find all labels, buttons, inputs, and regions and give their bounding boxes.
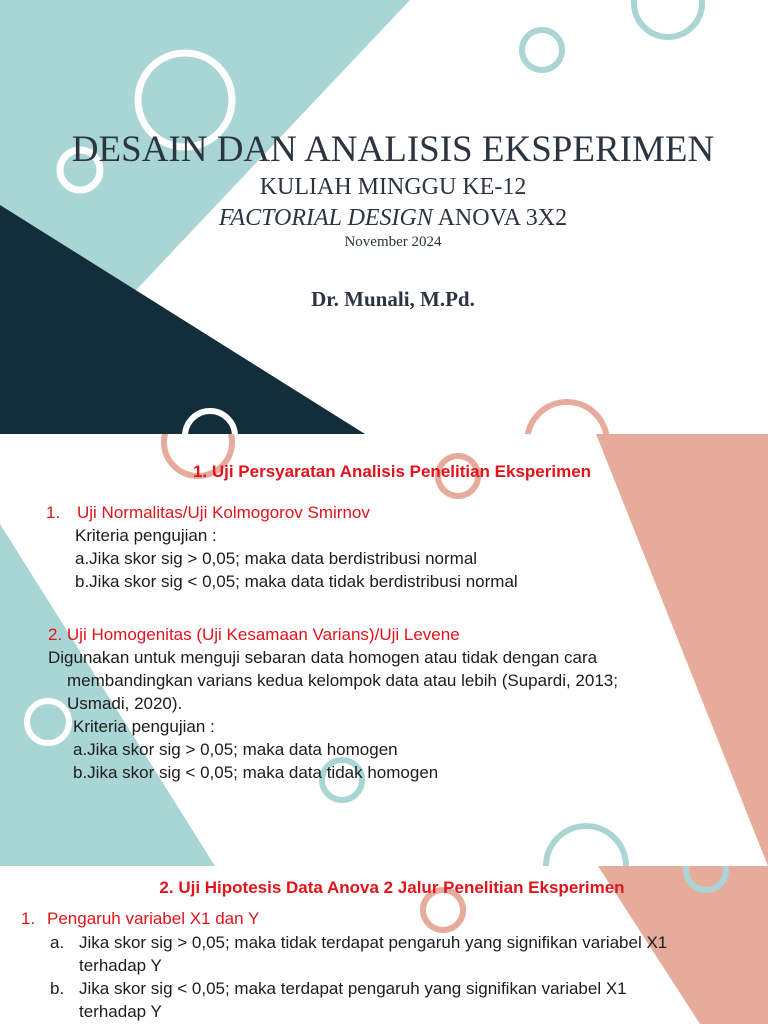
- effect-number: 1.: [21, 909, 36, 928]
- subtitle-italic-part: FACTORIAL DESIGN: [218, 205, 433, 231]
- normality-number: 1.: [46, 503, 61, 522]
- homogeneity-criterion-a: a.Jika skor sig > 0,05; maka data homogen: [73, 740, 398, 759]
- homogeneity-desc-line1: Digunakan untuk menguji sebaran data homogen atau tidak dengan cara: [48, 648, 598, 667]
- requirements-slide: [0, 434, 768, 866]
- slide-title: DESAIN DAN ANALISIS EKSPERIMEN: [71, 129, 715, 170]
- slide-date: November 2024: [344, 234, 442, 250]
- homogeneity-criteria: Kriteria pengujian :: [73, 717, 215, 736]
- hypothesis-slide: [0, 866, 768, 1024]
- effect-b-line1: Jika skor sig < 0,05; maka terdapat pengaruh yang signifikan variabel X1: [79, 979, 627, 998]
- slide-subtitle-topic: [0, 203, 768, 233]
- homogeneity-desc-line3: Usmadi, 2020).: [67, 694, 183, 713]
- normality-criteria: Kriteria pengujian :: [75, 526, 217, 545]
- hypothesis-heading: 2. Uji Hipotesis Data Anova 2 Jalur Penelitian Eksperimen: [159, 878, 625, 897]
- teal-ring-corner: [634, 0, 702, 37]
- homogeneity-criterion-b: b.Jika skor sig < 0,05; maka data tidak homogen: [73, 763, 439, 782]
- subtitle-rest-part: ANOVA 3X2: [432, 205, 568, 231]
- slide-subtitle-week: KULIAH MINGGU KE-12: [259, 174, 527, 200]
- title-slide: [0, 0, 768, 434]
- homogeneity-title: 2. Uji Homogenitas (Uji Kesamaan Varians)/Uji Levene: [48, 625, 460, 644]
- teal-ring-top: [522, 30, 562, 70]
- effect-b-line2: terhadap Y: [79, 1002, 162, 1021]
- slide-author: Dr. Munali, M.Pd.: [311, 287, 475, 311]
- effect-title: Pengaruh variabel X1 dan Y: [47, 909, 260, 928]
- requirements-heading: 1. Uji Persyaratan Analisis Penelitian Eksperimen: [192, 462, 592, 481]
- salmon-triangle: [596, 434, 768, 866]
- teal-ring-bottom-right: [546, 826, 626, 866]
- effect-a-line2: terhadap Y: [79, 956, 162, 975]
- effect-b-label: b.: [50, 979, 65, 998]
- normality-criterion-a: a.Jika skor sig > 0,05; maka data berdistribusi normal: [75, 549, 478, 568]
- homogeneity-desc-line2: membandingkan varians kedua kelompok data atau lebih (Supardi, 2013;: [67, 671, 618, 690]
- normality-title: Uji Normalitas/Uji Kolmogorov Smirnov: [77, 503, 370, 522]
- effect-a-line1: Jika skor sig > 0,05; maka tidak terdapat pengaruh yang signifikan variabel X1: [79, 933, 668, 952]
- normality-criterion-b: b.Jika skor sig < 0,05; maka data tidak berdistribusi normal: [75, 572, 518, 591]
- effect-a-label: a.: [50, 933, 65, 952]
- salmon-ring-bottom: [527, 402, 607, 434]
